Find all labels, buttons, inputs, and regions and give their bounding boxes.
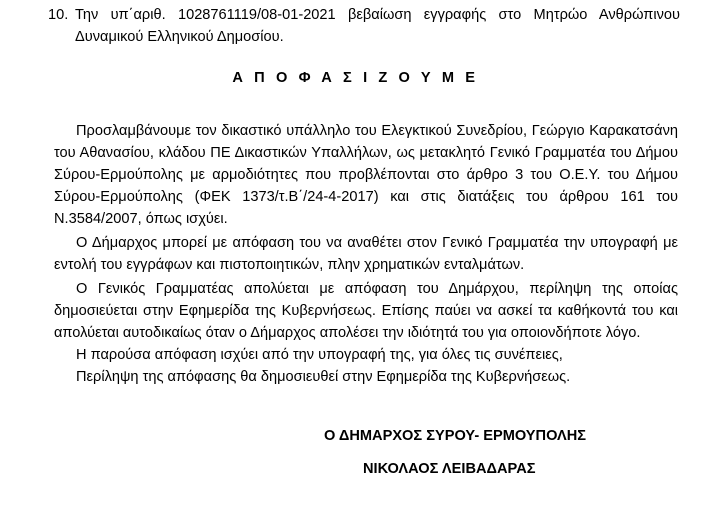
item-number: 10. (48, 7, 69, 23)
paragraph-validity: Η παρούσα απόφαση ισχύει από την υπογραφή της, για όλες τις συνέπειες, (76, 347, 563, 363)
decision-heading: Α Π Ο Φ Α Σ Ι Ζ Ο Υ Μ Ε (232, 70, 479, 86)
signatory-name: ΝΙΚΟΛΑΟΣ ΛΕΙΒΑΔΑΡΑΣ (363, 461, 536, 477)
paragraph-publication: Περίληψη της απόφασης θα δημοσιευθεί στην Εφημερίδα της Κυβερνήσεως. (76, 369, 571, 385)
paragraph-delegation: Ο Δήμαρχος μπορεί με απόφαση του να αναθέτει στον Γενικό Γραμματέα την υπογραφή με εντολή του εγγράφων και πιστοποιητικών, πλην χρηματικών ενταλμάτων. (54, 235, 678, 273)
decision-body (54, 120, 678, 388)
paragraph-appointment: Προσλαμβάνουμε τον δικαστικό υπάλληλο του Ελεγκτικού Συνεδρίου, Γεώργιο Καρακατσάνη του Αθανασίου, κλάδου ΠΕ Δικαστικών Υπαλλήλων, ως μετακλητό Γενικό Γραμματέα του Δήμου Σύρου-Ερμούπολης με αρμοδιότητες που προβλέπονται στο άρθρο 3 του Ο.Ε.Υ. του Δήμου Σύρου-Ερμούπολης (ΦΕΚ 1373/τ.Β΄/24-4-2017) και στις διατάξεις του άρθρου 161 του Ν.3584/2007, όπως ισχύει. (54, 123, 678, 227)
item-text: Την υπ΄αριθ. 1028761119/08-01-2021 βεβαίωση εγγραφής στο Μητρώο Ανθρώπινου Δυναμικού Ελληνικού Δημοσίου. (75, 7, 680, 45)
signatory-title: Ο ΔΗΜΑΡΧΟΣ ΣΥΡΟΥ- ΕΡΜΟΥΠΟΛΗΣ (324, 428, 587, 444)
paragraph-dismissal: Ο Γενικός Γραμματέας απολύεται με απόφαση του Δημάρχου, περίληψη της οποίας δημοσιεύεται στην Εφημερίδα της Κυβερνήσεως. Επίσης παύει να ασκεί τα καθήκοντά του και απολύεται αυτοδικαίως όταν ο Δήμαρχος απολέσει την ιδιότητά του για οποιονδήποτε λόγο. (54, 281, 678, 341)
list-item-10 (48, 4, 680, 48)
